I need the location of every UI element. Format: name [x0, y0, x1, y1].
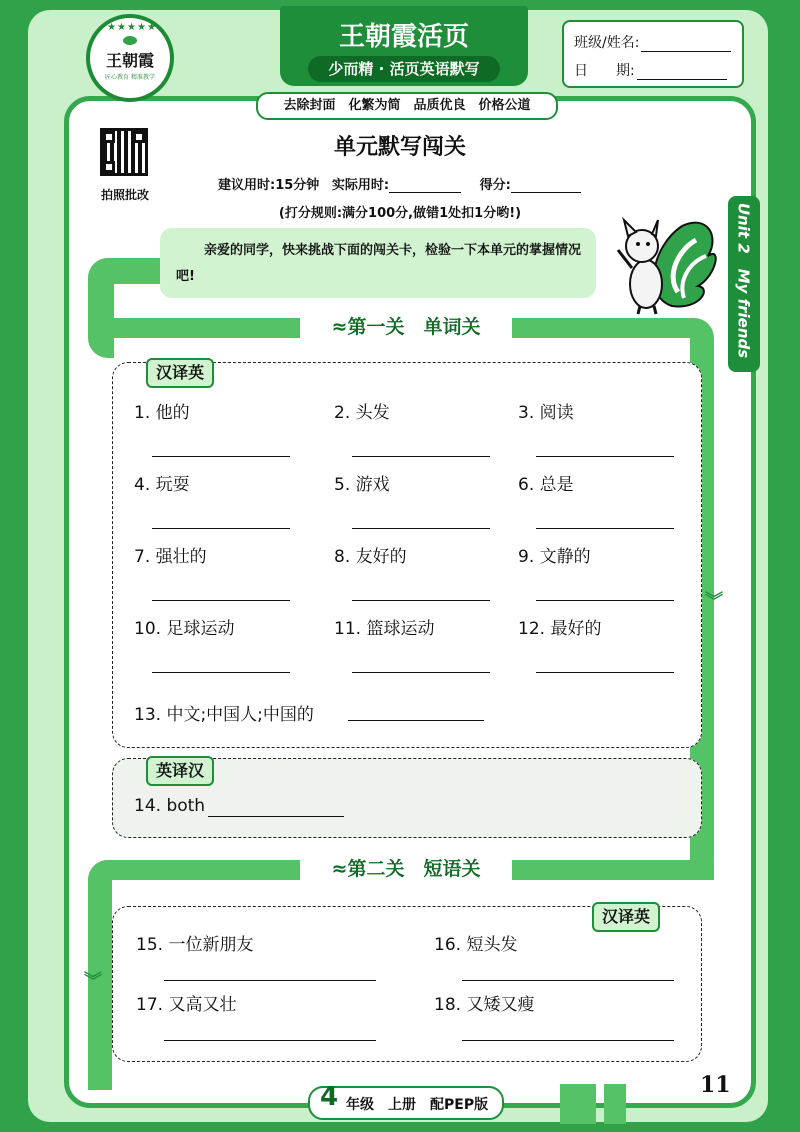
eye-icon — [123, 36, 137, 45]
word-item-10: 10. 足球运动 — [134, 619, 235, 639]
answer-line[interactable] — [348, 720, 484, 721]
slogan: 去除封面 化繁为简 品质优良 价格公道 — [256, 92, 558, 120]
word-item-9: 9. 文静的 — [518, 547, 591, 567]
banner-subtitle: 少而精 · 活页英语默写 — [308, 56, 500, 82]
student-info-box — [562, 20, 744, 88]
answer-line[interactable] — [152, 600, 290, 601]
item-14: 14. both — [134, 796, 206, 816]
chevron-down-icon: ︾ — [84, 971, 102, 992]
banner-title: 王朝霞活页 — [338, 22, 469, 52]
date-row — [574, 60, 727, 80]
answer-line[interactable] — [536, 528, 674, 529]
chevron-down-icon: ︾ — [705, 591, 723, 612]
score-rule: (打分规则:满分100分,做错1处扣1分哟!) — [278, 206, 522, 221]
word-item-5: 5. 游戏 — [334, 475, 390, 495]
item-13: 13. 中文;中国人;中国的 — [134, 705, 314, 725]
answer-line[interactable] — [352, 528, 490, 529]
page-title: 单元默写闯关 — [333, 135, 466, 160]
phrase-item-16: 16. 短头发 — [434, 935, 518, 955]
date-label: 日 期: — [574, 63, 635, 79]
word-item-6: 6. 总是 — [518, 475, 574, 495]
class-name-row — [574, 32, 731, 52]
answer-line[interactable] — [536, 456, 674, 457]
answer-line[interactable] — [536, 672, 674, 673]
word-item-3: 3. 阅读 — [518, 403, 574, 423]
answer-line[interactable] — [208, 816, 344, 817]
answer-line[interactable] — [152, 528, 290, 529]
actual-time-label: 实际用时: — [331, 178, 390, 193]
road-strip — [88, 258, 114, 358]
grade-pill — [308, 1082, 504, 1120]
score-field[interactable] — [511, 178, 581, 193]
answer-line[interactable] — [536, 600, 674, 601]
page-number: 11 — [700, 1072, 731, 1098]
class-name-field[interactable] — [641, 37, 731, 52]
tag-cn-to-en: 汉译英 — [146, 358, 214, 388]
word-item-7: 7. 强壮的 — [134, 547, 207, 567]
suggested-time: 建议用时:15分钟 — [218, 178, 320, 193]
brand-logo — [86, 14, 174, 102]
answer-line[interactable] — [152, 456, 290, 457]
word-item-1: 1. 他的 — [134, 403, 190, 423]
word-item-8: 8. 友好的 — [334, 547, 407, 567]
answer-line[interactable] — [352, 672, 490, 673]
answer-line[interactable] — [164, 1040, 376, 1041]
date-field[interactable] — [637, 65, 727, 80]
road-strip — [560, 1084, 596, 1124]
logo-subtext: 匠心教育 精准教学 — [105, 74, 155, 81]
tag-phrase-cn-to-en: 汉译英 — [592, 902, 660, 932]
qr-label: 拍照批改 — [100, 188, 149, 202]
unit-side-tab — [728, 196, 760, 372]
answer-line[interactable] — [462, 1040, 674, 1041]
answer-line[interactable] — [462, 980, 674, 981]
road-strip — [604, 1084, 626, 1124]
phrase-item-17: 17. 又高又壮 — [136, 995, 237, 1015]
speech-bubble — [160, 228, 596, 298]
word-item-11: 11. 篮球运动 — [334, 619, 435, 639]
actual-time-field[interactable] — [389, 178, 461, 193]
grade-number: 4 — [320, 1082, 339, 1112]
squirrel-icon — [612, 206, 722, 318]
phrase-item-18: 18. 又矮又瘦 — [434, 995, 535, 1015]
class-name-label: 班级/姓名: — [574, 35, 640, 51]
header-banner — [280, 6, 528, 86]
answer-line[interactable] — [352, 456, 490, 457]
phrase-item-15: 15. 一位新朋友 — [136, 935, 254, 955]
section1-title: ≈第一关 单词关 — [300, 310, 512, 344]
word-item-12: 12. 最好的 — [518, 619, 602, 639]
score-label: 得分: — [479, 178, 511, 193]
time-line — [218, 174, 581, 193]
word-item-2: 2. 头发 — [334, 403, 390, 423]
grade-text: 年级 上册 配PEP版 — [346, 1097, 489, 1113]
logo-text: 王朝霞 — [105, 51, 154, 70]
answer-line[interactable] — [352, 600, 490, 601]
stars-icon: ★★★★★ — [107, 22, 157, 33]
section2-title: ≈第二关 短语关 — [300, 852, 512, 886]
tag-en-to-cn: 英译汉 — [146, 756, 214, 786]
word-item-4: 4. 玩耍 — [134, 475, 190, 495]
answer-line[interactable] — [164, 980, 376, 981]
answer-line[interactable] — [152, 672, 290, 673]
bubble-text: 亲爱的同学，快来挑战下面的闯关卡，检验一下本单元的掌握情况吧! — [176, 243, 582, 284]
unit-title: Unit 2 My friends — [734, 202, 753, 359]
